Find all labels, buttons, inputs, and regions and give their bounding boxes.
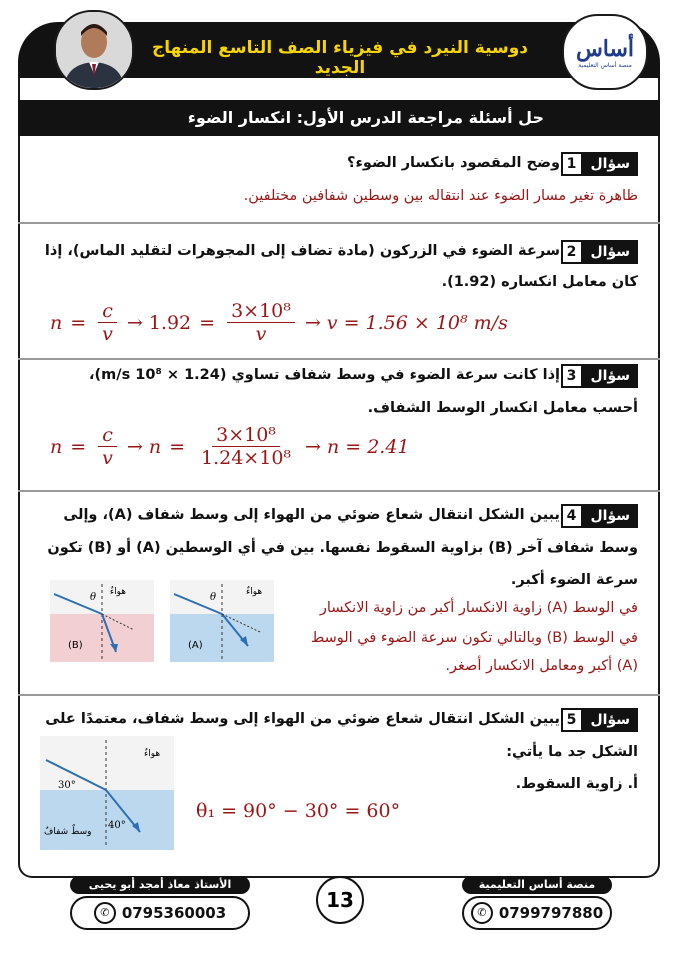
figure-air-label: هواءٌ	[109, 587, 126, 597]
question-number: 1	[561, 152, 583, 176]
eq-v: v	[102, 447, 113, 469]
figure-air-label: هواءٌ	[144, 749, 161, 759]
question-5-equation: θ₁ = 90° − 30° = 60°	[196, 800, 401, 822]
question-label: سؤال	[583, 504, 639, 528]
teacher-phone: 0795360003	[121, 904, 227, 922]
question-3-equation	[50, 424, 410, 469]
platform-phone-box	[462, 896, 612, 930]
question-4-answer-line-1: في الوسط (A) زاوية الانكسار أكبر من زاوية الانكسار	[319, 600, 638, 616]
question-number: 2	[561, 240, 583, 264]
question-label: سؤال	[583, 240, 639, 264]
eq-numerator: 3×10⁸	[227, 300, 295, 323]
eq-sign: =	[199, 311, 216, 334]
question-5-text-line-2: الشكل جد ما يأتي:	[506, 744, 638, 760]
question-4-text-line-2: وسط شفاف آخر (B) بزاوية السقوط نفسها. بين في أي الوسطين (A) أو (B) تكون	[47, 540, 638, 556]
divider	[18, 490, 660, 492]
figure-medium-b	[50, 580, 154, 662]
figure-refraction	[40, 736, 174, 850]
question-2-tag	[561, 240, 639, 264]
figure-theta-label: θ	[210, 592, 217, 603]
teacher-phone-box	[70, 896, 250, 930]
question-2-text-line-1: سرعة الضوء في الزركون (مادة تضاف إلى المجوهرات لتقليد الماس)، إذا	[44, 243, 560, 259]
question-label: سؤال	[583, 152, 639, 176]
question-1-tag	[561, 152, 639, 176]
eq-result: v = 1.56 × 10⁸ m/s	[326, 311, 508, 334]
fraction-values	[197, 424, 295, 469]
eq-n: n	[50, 435, 63, 458]
figure-angle-30: 30°	[58, 780, 76, 791]
question-4-tag	[561, 504, 639, 528]
fraction-c-over-v-value	[227, 300, 295, 345]
question-3-text-line-1: إذا كانت سرعة الضوء في وسط شفاف تساوي (1.24 × 10⁸ m/s)،	[89, 367, 560, 383]
page-number: 13	[316, 876, 364, 924]
phone-icon: ✆	[94, 902, 116, 924]
question-4-text-line-1: يبين الشكل انتقال شعاع ضوئي من الهواء إلى وسط شفاف (A)، وإلى	[63, 507, 560, 523]
question-5-text-line-1: يبين الشكل انتقال شعاع ضوئي من الهواء إلى وسط شفاف، معتمدًا على	[45, 711, 560, 727]
eq-sign: =	[70, 435, 87, 458]
fraction-c-over-v	[98, 424, 117, 469]
eq-sign: =	[70, 311, 87, 334]
eq-value: 1.92	[148, 311, 192, 334]
logo-text: أساس	[575, 35, 635, 62]
question-4-text-line-3: سرعة الضوء أكبر.	[510, 572, 638, 588]
arrow: →	[126, 311, 143, 334]
figure-medium-a	[170, 580, 274, 662]
eq-c: c	[98, 424, 117, 447]
eq-v: v	[255, 323, 267, 345]
header-title: دوسية النيرد في فيزياء الصف التاسع المنهاج الجديد	[151, 38, 529, 78]
divider	[18, 694, 660, 696]
question-1-text: وضح المقصود بانكسار الضوء؟	[347, 155, 560, 171]
logo	[562, 14, 648, 90]
figure-b-label: (B)	[68, 640, 83, 651]
question-2-equation	[50, 300, 508, 345]
figure-medium-label: وسطٌ شفافٌ	[44, 827, 92, 837]
question-number: 4	[561, 504, 583, 528]
arrow: →	[126, 435, 143, 458]
platform-label: منصة أساس التعليمية	[462, 876, 612, 894]
eq-c: c	[98, 300, 117, 323]
teacher-label: الأستاذ معاذ أمجد أبو يحيى	[70, 876, 250, 894]
question-label: سؤال	[583, 708, 639, 732]
logo-subtitle: منصة أساس التعليمية	[578, 61, 632, 69]
question-number: 5	[561, 708, 583, 732]
question-1-answer: ظاهرة تغير مسار الضوء عند انتقاله بين وسطين شفافين مختلفين.	[243, 188, 638, 204]
eq-denominator: 1.24×10⁸	[201, 447, 292, 469]
header	[0, 0, 678, 96]
eq-n: n	[50, 311, 63, 334]
question-5-tag	[561, 708, 639, 732]
question-5-text-line-3: أ. زاوية السقوط.	[515, 776, 638, 792]
eq-sign: =	[169, 435, 185, 458]
figure-air-label: هواءٌ	[246, 587, 263, 597]
question-3-text-line-2: أحسب معامل انكسار الوسط الشفاف.	[367, 400, 638, 416]
platform-phone: 0799797880	[498, 904, 604, 922]
question-label: سؤال	[583, 364, 639, 388]
eq-v: v	[102, 323, 113, 345]
teacher-photo-icon	[56, 12, 132, 88]
divider	[18, 358, 660, 360]
arrow: →	[305, 435, 321, 458]
phone-icon: ✆	[471, 902, 493, 924]
eq-result: n = 2.41	[326, 435, 410, 458]
question-4-answer-line-2: في الوسط (B) وبالتالي تكون سرعة الضوء في الوسط	[310, 630, 638, 646]
question-number: 3	[561, 364, 583, 388]
eq-n: n	[148, 435, 162, 458]
figure-theta-label: θ	[90, 592, 97, 603]
section-title: حل أسئلة مراجعة الدرس الأول: انكسار الضوء	[18, 100, 660, 136]
fraction-c-over-v	[98, 300, 117, 345]
divider	[18, 222, 660, 224]
arrow: →	[304, 311, 321, 334]
question-4-answer-line-3: (A) أكبر ومعامل الانكسار أصغر.	[445, 658, 638, 674]
question-3-tag	[561, 364, 639, 388]
figure-a-label: (A)	[188, 640, 203, 651]
question-2-text-line-2: كان معامل انكساره (1.92).	[441, 274, 638, 290]
eq-numerator: 3×10⁸	[212, 424, 280, 447]
avatar	[54, 10, 134, 90]
figure-angle-40: 40°	[108, 820, 126, 831]
